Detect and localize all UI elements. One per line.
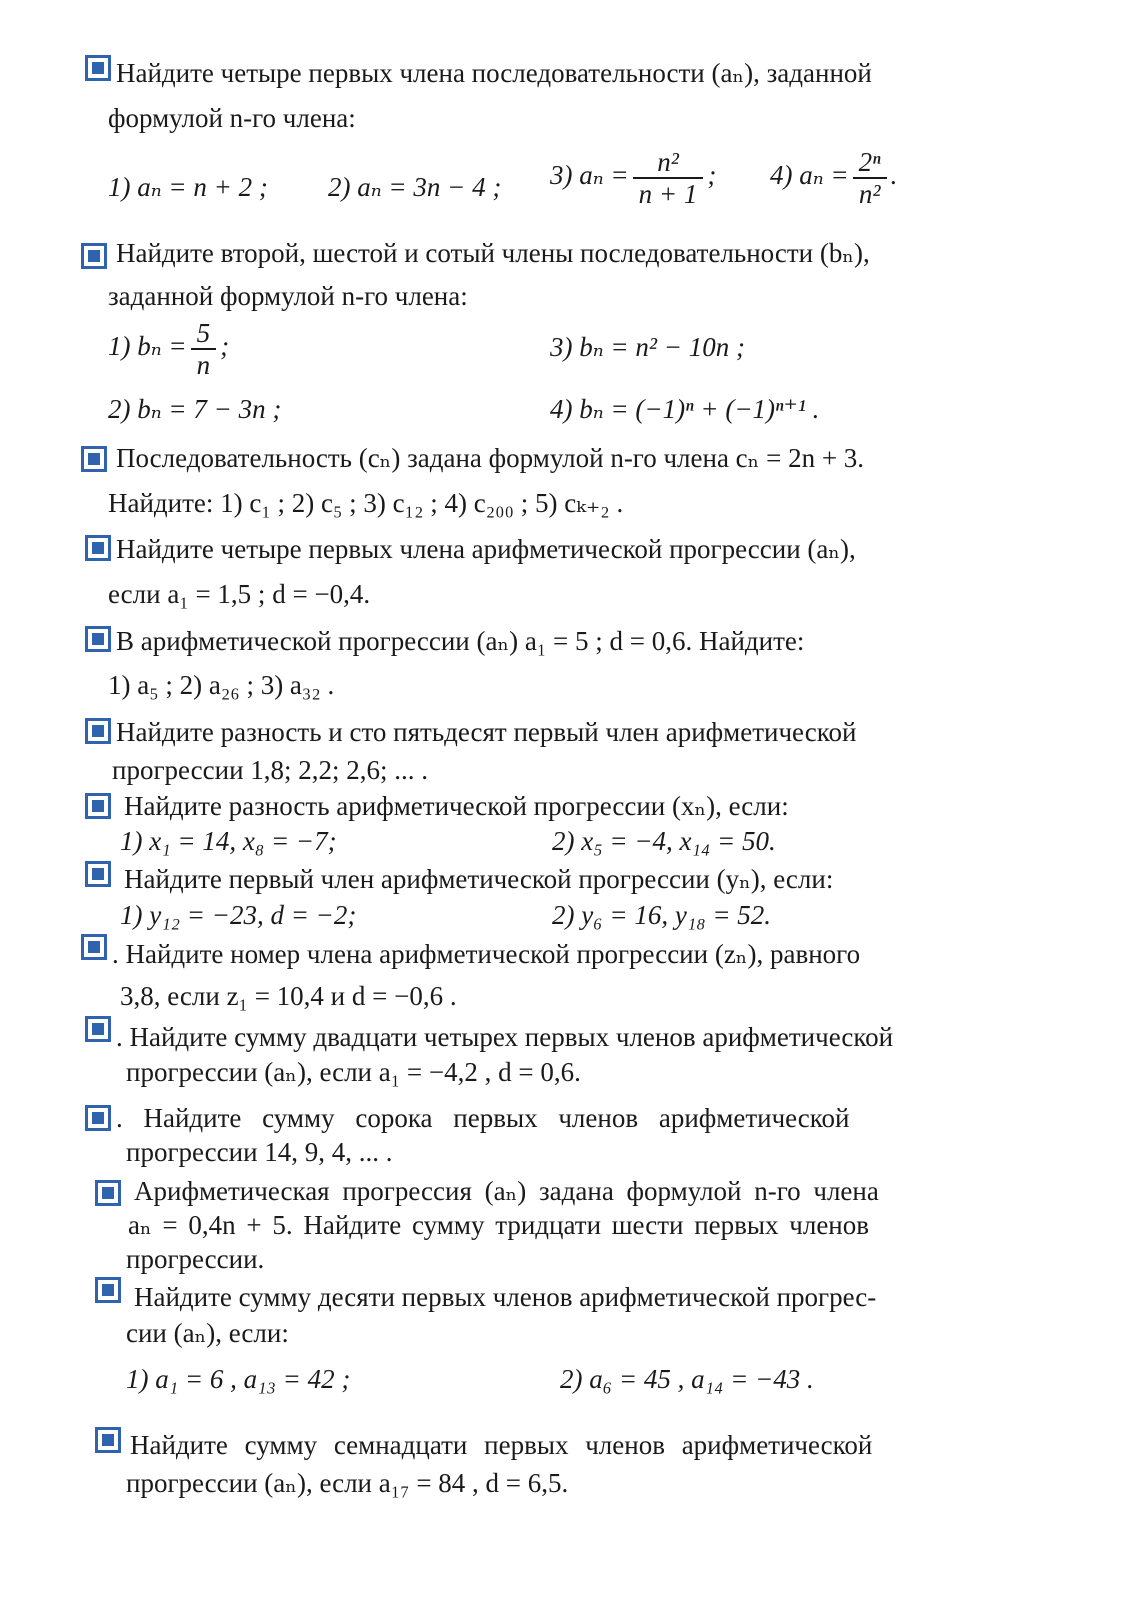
task-13-col-1: 1) a₁ = 6 , a₁₃ = 42 ; [126,1364,351,1394]
task-8-checkbox[interactable] [85,861,111,887]
task-10-checkbox[interactable] [85,1016,111,1042]
formula-1-tail: ; [220,331,230,362]
task-3-line-1: Последовательность (cₙ) задана формулой n-го члена cₙ = 2n + 3. [116,443,865,473]
task-1-formula-1: 1) aₙ = n + 2 ; [108,172,268,202]
task-6-line-1: Найдите разность и сто пятьдесят первый член арифметической [116,717,857,747]
formula-4-tail: . [890,160,898,191]
task-1-checkbox[interactable] [85,55,111,81]
task-7-checkbox[interactable] [85,793,111,819]
task-4-checkbox[interactable] [85,535,111,561]
formula-3-tail: ; [707,160,717,191]
task-1-line-1: Найдите четыре первых члена последовательности (aₙ), заданной [116,58,872,88]
task-10-line-1: . Найдите сумму двадцати четырех первых членов арифметической [116,1022,894,1052]
formula-1-fraction [191,318,217,380]
task-9-checkbox[interactable] [81,934,107,960]
task-1-formula-3 [550,147,716,209]
task-1-formula-2: 2) aₙ = 3n − 4 ; [328,172,502,202]
task-12-line-2: aₙ = 0,4n + 5. Найдите сумму тридцати шести первых членов [128,1210,869,1240]
task-1-formula-4 [770,147,897,209]
formula-4-fraction [853,147,887,209]
task-6-line-2: прогрессии 1,8; 2,2; 2,6; ... . [112,755,429,785]
task-12-line-3: прогрессии. [126,1244,265,1274]
task-11-line-2: прогрессии 14, 9, 4, ... . [126,1137,393,1167]
formula-3-label: 3) aₙ = [550,160,629,191]
task-5-line-1: В арифметической прогрессии (aₙ) a₁ = 5 ; d = 0,6. Найдите: [116,626,805,656]
task-4-line-2: если a₁ = 1,5 ; d = −0,4. [108,579,371,609]
task-4-line-1: Найдите четыре первых члена арифметической прогрессии (aₙ), [116,534,856,564]
task-14-line-1: Найдите сумму семнадцати первых членов арифметической [130,1430,873,1460]
fraction-numerator: 5 [191,318,217,350]
task-13-line-2: сии (aₙ), если: [126,1318,289,1348]
task-7-col-2: 2) x₅ = −4, x₁₄ = 50. [552,826,776,856]
task-5-line-2: 1) a₅ ; 2) a₂₆ ; 3) a₃₂ . [108,670,335,700]
task-8-col-2: 2) y₆ = 16, y₁₈ = 52. [552,900,772,930]
task-14-checkbox[interactable] [95,1427,121,1453]
task-12-line-1: Арифметическая прогрессия (aₙ) задана формулой n-го члена [134,1176,879,1206]
task-10-line-2: прогрессии (aₙ), если a₁ = −4,2 , d = 0,6. [126,1057,581,1087]
fraction-denominator: n [196,350,211,380]
task-13-line-1: Найдите сумму десяти первых членов арифметической прогрес- [134,1282,877,1312]
task-9-line-2: 3,8, если z₁ = 10,4 и d = −0,6 . [120,981,457,1011]
task-3-line-2: Найдите: 1) c₁ ; 2) c₅ ; 3) c₁₂ ; 4) c₂₀₀ ; 5) cₖ₊₂ . [108,488,624,518]
task-2-formula-2: 2) bₙ = 7 − 3n ; [108,394,282,424]
formula-1-label: 1) bₙ = [108,331,187,362]
task-14-line-2: прогрессии (aₙ), если a₁₇ = 84 , d = 6,5. [126,1468,569,1498]
fraction-denominator: n + 1 [638,179,698,209]
formula-4-label: 4) aₙ = [770,160,849,191]
task-1-line-2: формулой n-го члена: [108,103,356,133]
task-8-line-1: Найдите первый член арифметической прогрессии (yₙ), если: [124,864,834,894]
task-2-formula-3: 3) bₙ = n² − 10n ; [550,332,745,362]
task-2-line-1: Найдите второй, шестой и сотый члены последовательности (bₙ), [116,238,870,268]
task-5-checkbox[interactable] [85,626,111,652]
task-9-line-1: . Найдите номер члена арифметической прогрессии (zₙ), равного [112,939,861,969]
task-11-checkbox[interactable] [85,1105,111,1131]
fraction-numerator: 2ⁿ [853,147,887,179]
formula-3-fraction [633,147,704,209]
task-6-checkbox[interactable] [85,718,111,744]
task-2-formula-1 [108,318,229,380]
task-8-col-1: 1) y₁₂ = −23, d = −2; [120,900,357,930]
task-11-line-1: . Найдите сумму сорока первых членов арифметической [116,1103,850,1133]
task-13-col-2: 2) a₆ = 45 , a₁₄ = −43 . [560,1364,814,1394]
task-2-checkbox[interactable] [81,243,107,269]
task-2-formula-4: 4) bₙ = (−1)ⁿ + (−1)ⁿ⁺¹ . [550,394,820,424]
task-2-line-2: заданной формулой n-го члена: [108,281,468,311]
fraction-denominator: n² [858,179,881,209]
task-13-checkbox[interactable] [95,1277,121,1303]
fraction-numerator: n² [633,147,704,179]
task-12-checkbox[interactable] [95,1180,121,1206]
task-7-col-1: 1) x₁ = 14, x₈ = −7; [120,826,337,856]
task-3-checkbox[interactable] [81,446,107,472]
task-7-line-1: Найдите разность арифметической прогрессии (xₙ), если: [124,791,789,821]
